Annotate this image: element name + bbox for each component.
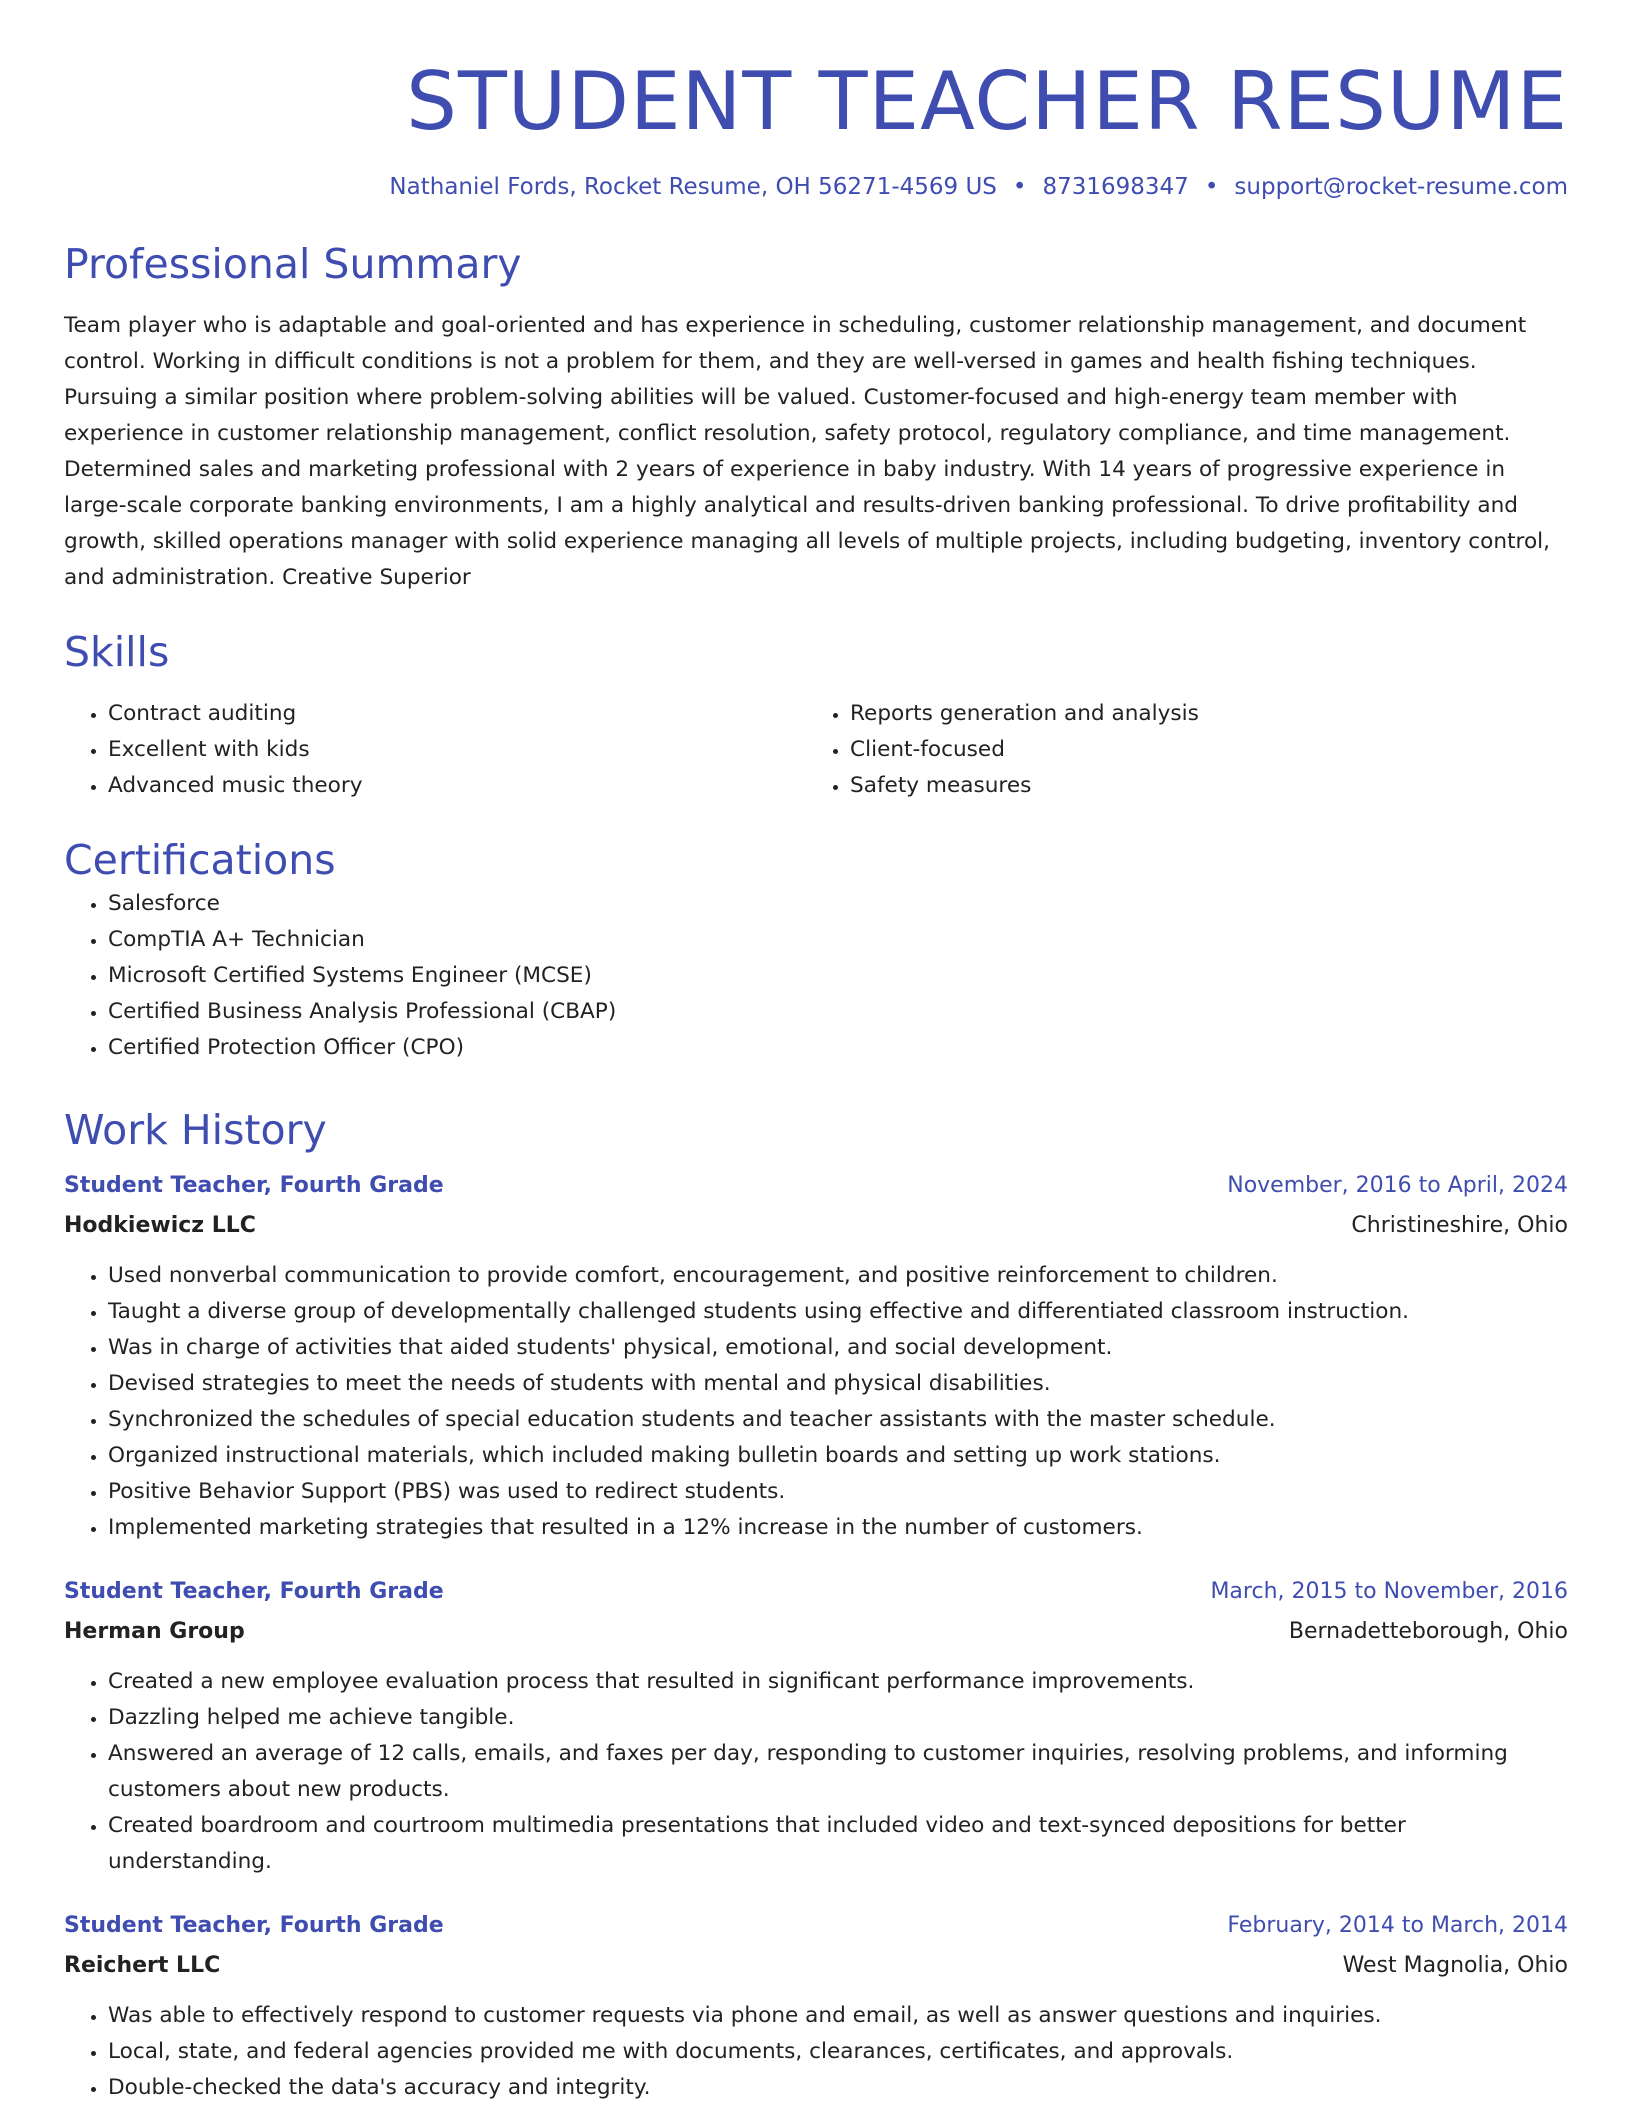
job-bullet: • Organized instructional materials, which included making bulletin boards and setting up work stations. (108, 1438, 1568, 1474)
job-company-row (64, 1206, 1568, 1246)
job-bullet: • Devised strategies to meet the needs of students with mental and physical disabilities. (108, 1366, 1568, 1402)
contact-separator: • (1204, 174, 1219, 200)
job-bullet: • Positive Behavior Support (PBS) was used to redirect students. (108, 1474, 1568, 1510)
section-title-certifications: Certifications (64, 836, 336, 884)
skill-item: • Safety measures (850, 768, 1548, 804)
resume-page (64, 0, 1568, 2106)
certification-item: • Microsoft Certified Systems Engineer (MCSE) (108, 958, 1568, 994)
job-bullet: • Synchronized the schedules of special education students and teacher assistants with the master schedule. (108, 1402, 1568, 1438)
job-bullet: • Was in charge of activities that aided students' physical, emotional, and social development. (108, 1330, 1568, 1366)
job-header-row (64, 1166, 1568, 1206)
job-bullets (64, 1258, 1568, 1546)
section-title-work-history: Work History (64, 1106, 327, 1154)
summary-text: Team player who is adaptable and goal-oriented and has experience in scheduling, customer relationship management, and document control. Working in difficult conditions is not a problem for them, and they are well-versed in games and health fishing techniques. Pursuing a similar position where problem-solving abilities will be valued. Customer-focused and high-energy team member with experience in customer relationship management, conflict resolution, safety protocol, regulatory compliance, and time management. Determined sales and marketing professional with 2 years of experience in baby industry. With 14 years of progressive experience in large-scale corporate banking environments, I am a highly analytical and results-driven banking professional. To drive profitability and growth, skilled operations manager with solid experience managing all levels of multiple projects, including budgeting, inventory control, and administration. Creative Superior (64, 313, 1551, 590)
skill-item: • Client-focused (850, 732, 1548, 768)
job-entry (64, 1906, 1568, 2106)
job-bullet: • Dazzling helped me achieve tangible. (108, 1700, 1568, 1736)
job-bullet: • Answered an average of 12 calls, emails, and faxes per day, responding to customer inquiries, resolving problems, and informing customers about new products. (108, 1736, 1568, 1808)
skill-item: • Advanced music theory (108, 768, 806, 804)
job-location: Bernadetteborough, Ohio (1288, 1619, 1568, 1644)
certification-item: • CompTIA A+ Technician (108, 922, 1568, 958)
skill-item: • Reports generation and analysis (850, 696, 1548, 732)
contact-line (64, 172, 1568, 202)
job-bullet: • Implemented marketing strategies that resulted in a 12% increase in the number of customers. (108, 1510, 1568, 1546)
job-header-row (64, 1572, 1568, 1612)
job-header-row (64, 1906, 1568, 1946)
job-location: West Magnolia, Ohio (1342, 1953, 1568, 1978)
skill-item: • Contract auditing (108, 696, 806, 732)
job-dates: March, 2015 to November, 2016 (1210, 1579, 1568, 1604)
job-bullet: • Created a new employee evaluation process that resulted in significant performance improvements. (108, 1664, 1568, 1700)
job-dates: February, 2014 to March, 2014 (1227, 1913, 1568, 1938)
job-company: Reichert LLC (64, 1953, 221, 1978)
certification-item: • Salesforce (108, 886, 1568, 922)
certifications-list (64, 886, 1568, 1066)
job-bullets (64, 1998, 1568, 2106)
certification-item: • Certified Business Analysis Professional (CBAP) (108, 994, 1568, 1030)
job-title: Student Teacher, Fourth Grade (64, 1913, 444, 1938)
contact-address: Nathaniel Fords, Rocket Resume, OH 56271-4569 US (389, 174, 997, 200)
skill-item: • Excellent with kids (108, 732, 806, 768)
contact-separator: • (1012, 174, 1027, 200)
job-location: Christineshire, Ohio (1351, 1213, 1568, 1238)
resume-title: STUDENT TEACHER RESUME (406, 55, 1568, 148)
job-company: Hodkiewicz LLC (64, 1213, 256, 1238)
section-title-summary: Professional Summary (64, 240, 522, 288)
section-title-skills: Skills (64, 628, 170, 676)
job-company: Herman Group (64, 1619, 245, 1644)
job-bullet: • Double-checked the data's accuracy and integrity. (108, 2070, 1568, 2106)
job-bullet: • Created boardroom and courtroom multimedia presentations that included video and text-synced depositions for better understanding. (108, 1808, 1568, 1880)
job-dates: November, 2016 to April, 2024 (1227, 1173, 1568, 1198)
skills-list-left (64, 696, 806, 804)
job-title: Student Teacher, Fourth Grade (64, 1173, 444, 1198)
job-entry (64, 1572, 1568, 1880)
job-bullet: • Was able to effectively respond to customer requests via phone and email, as well as answer questions and inquiries. (108, 1998, 1568, 2034)
job-bullet: • Used nonverbal communication to provide comfort, encouragement, and positive reinforcement to children. (108, 1258, 1568, 1294)
job-bullet: • Local, state, and federal agencies provided me with documents, clearances, certificates, and approvals. (108, 2034, 1568, 2070)
contact-phone: 8731698347 (1042, 174, 1189, 200)
job-bullet: • Taught a diverse group of developmentally challenged students using effective and differentiated classroom instruction. (108, 1294, 1568, 1330)
job-company-row (64, 1612, 1568, 1652)
job-entry (64, 1166, 1568, 1546)
contact-email: support@rocket-resume.com (1234, 174, 1568, 200)
skills-list-right (806, 696, 1548, 804)
skills-grid (64, 696, 1568, 804)
job-company-row (64, 1946, 1568, 1986)
job-bullets (64, 1664, 1568, 1880)
certification-item: • Certified Protection Officer (CPO) (108, 1030, 1568, 1066)
job-title: Student Teacher, Fourth Grade (64, 1579, 444, 1604)
